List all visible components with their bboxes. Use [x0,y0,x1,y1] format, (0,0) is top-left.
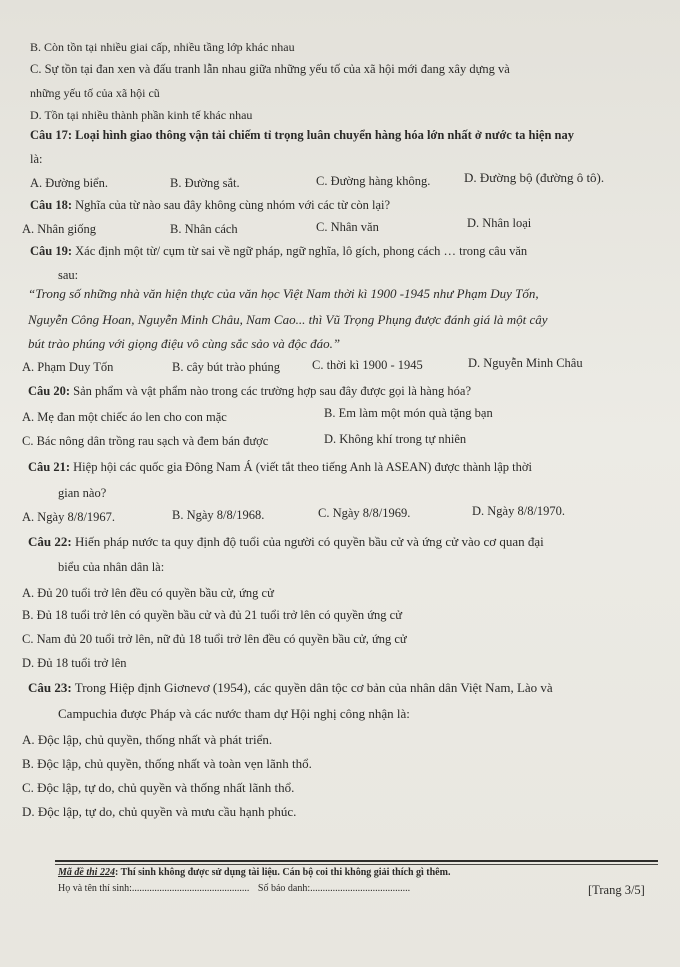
notice-text: : Thí sinh không được sử dụng tài liệu. Cán bộ coi thi không giải thích gì thêm. [114,867,451,878]
q17-option-c: C. Đường hàng không. [316,174,431,188]
name-label: Họ và tên thí sinh: [58,883,132,894]
question-text: Trong Hiệp định Giơnevơ (1954), các quyền dân tộc cơ bản của nhân dân Việt Nam, Lào và [74,680,553,695]
sbd-blank: ........................................ [310,883,411,894]
page-number: [Trang 3/5] [588,883,645,897]
q22-option-a: A. Đủ 20 tuổi trở lên đều có quyền bầu cử, ứng cử [22,586,274,600]
question-text: Hiến pháp nước ta quy định độ tuổi của người có quyền bầu cử và ứng cử vào cơ quan đại [74,534,544,549]
question-text: Nghĩa của từ nào sau đây không cùng nhóm với các từ còn lại? [75,198,391,212]
q18-option-b: B. Nhân cách [170,222,238,236]
name-blank: ............................................... [131,883,250,894]
q23-option-c: C. Độc lập, tự do, chủ quyền và thống nhất lãnh thổ. [22,780,295,795]
q22-option-d: D. Đủ 18 tuổi trở lên [22,656,127,670]
question-19 [30,244,527,259]
question-21-cont: gian nào? [58,486,107,500]
quote-line: bút trào phúng với giọng điệu vô cùng sắc sảo và độc đáo.” [28,336,341,351]
q20-option-b: B. Em làm một món quà tặng bạn [324,406,493,420]
question-22 [28,534,544,550]
text-line: những yếu tố của xã hội cũ [30,86,160,100]
quote-line: “Trong số những nhà văn hiện thực của văn học Việt Nam thời kì 1900 -1945 như Phạm Duy Tốn, [28,286,539,301]
text-line: D. Tồn tại nhiều thành phần kinh tế khác nhau [30,108,253,122]
question-22-cont: biểu của nhân dân là: [58,560,165,574]
question-20 [28,384,471,399]
question-text: Xác định một từ/ cụm từ sai về ngữ pháp, ngữ nghĩa, lô gích, phong cách … trong câu văn [75,244,528,258]
sbd-label: Số báo danh: [257,883,311,894]
q23-option-d: D. Độc lập, tự do, chủ quyền và mưu cầu hạnh phúc. [22,804,297,819]
q22-option-b: B. Đủ 18 tuổi trở lên có quyền bầu cử và đủ 21 tuổi trở lên có quyền ứng cử [22,608,402,622]
q17-option-d: D. Đường bộ (đường ô tô). [464,170,605,185]
q18-option-a: A. Nhân giống [22,222,96,236]
question-label: Câu 23: [28,680,72,695]
q23-option-a: A. Độc lập, chủ quyền, thống nhất và phát triển. [22,732,273,747]
q21-option-d: D. Ngày 8/8/1970. [472,504,566,518]
q21-option-c: C. Ngày 8/8/1969. [318,506,411,520]
candidate-info [58,883,410,894]
q21-option-b: B. Ngày 8/8/1968. [172,508,265,522]
q20-option-d: D. Không khí trong tự nhiên [324,432,467,446]
footer-notice [58,867,450,878]
quote-line: Nguyễn Công Hoan, Nguyễn Minh Châu, Nam Cao... thì Vũ Trọng Phụng được đánh giá là một cây [28,312,548,327]
q18-option-c: C. Nhân văn [316,220,379,234]
text-line: B. Còn tồn tại nhiều giai cấp, nhiều tầng lớp khác nhau [30,40,295,54]
q17-option-b: B. Đường sắt. [170,176,240,190]
question-label: Câu 22: [28,534,72,549]
footer-rule [55,860,658,862]
question-23 [28,680,553,696]
q23-option-b: B. Độc lập, chủ quyền, thống nhất và toàn vẹn lãnh thổ. [22,756,312,771]
q19-option-d: D. Nguyễn Minh Châu [468,356,583,370]
footer-rule-thin [55,864,658,865]
exam-code: Mã đề thi 224 [58,867,115,878]
q17-option-a: A. Đường biển. [30,176,108,190]
question-label: Câu 20: [28,384,71,398]
question-text: Hiệp hội các quốc gia Đông Nam Á (viết tắt theo tiếng Anh là ASEAN) được thành lập thời [73,460,532,474]
q19-option-b: B. cây bút trào phúng [172,360,280,374]
q19-option-c: C. thời kì 1900 - 1945 [312,358,423,372]
q20-option-a: A. Mẹ đan một chiếc áo len cho con mặc [22,410,227,424]
question-19-cont: sau: [58,268,79,282]
question-23-cont: Campuchia được Pháp và các nước tham dự Hội nghị công nhận là: [58,706,410,721]
question-21 [28,460,532,475]
q20-option-c: C. Bác nông dân trồng rau sạch và đem bán được [22,434,269,448]
question-label: Câu 19: [30,244,73,258]
question-17-stem: Câu 17: Loại hình giao thông vận tải chiếm tỉ trọng luân chuyển hàng hóa lớn nhất ở nước ta hiện nay [30,128,574,142]
q19-option-a: A. Phạm Duy Tốn [22,360,114,374]
q21-option-a: A. Ngày 8/8/1967. [22,510,116,524]
question-18 [30,198,390,213]
q18-option-d: D. Nhân loại [467,216,532,230]
q22-option-c: C. Nam đủ 20 tuổi trở lên, nữ đủ 18 tuổi trở lên đều có quyền bầu cử, ứng cử [22,632,407,646]
question-label: Câu 18: [30,198,73,212]
question-label: Câu 21: [28,460,71,474]
question-text: Sản phẩm và vật phẩm nào trong các trường hợp sau đây được gọi là hàng hóa? [73,384,472,398]
text-line: C. Sự tồn tại đan xen và đấu tranh lẫn nhau giữa những yếu tố của xã hội mới đang xây dựng và [30,62,510,76]
text-line: là: [30,152,43,166]
